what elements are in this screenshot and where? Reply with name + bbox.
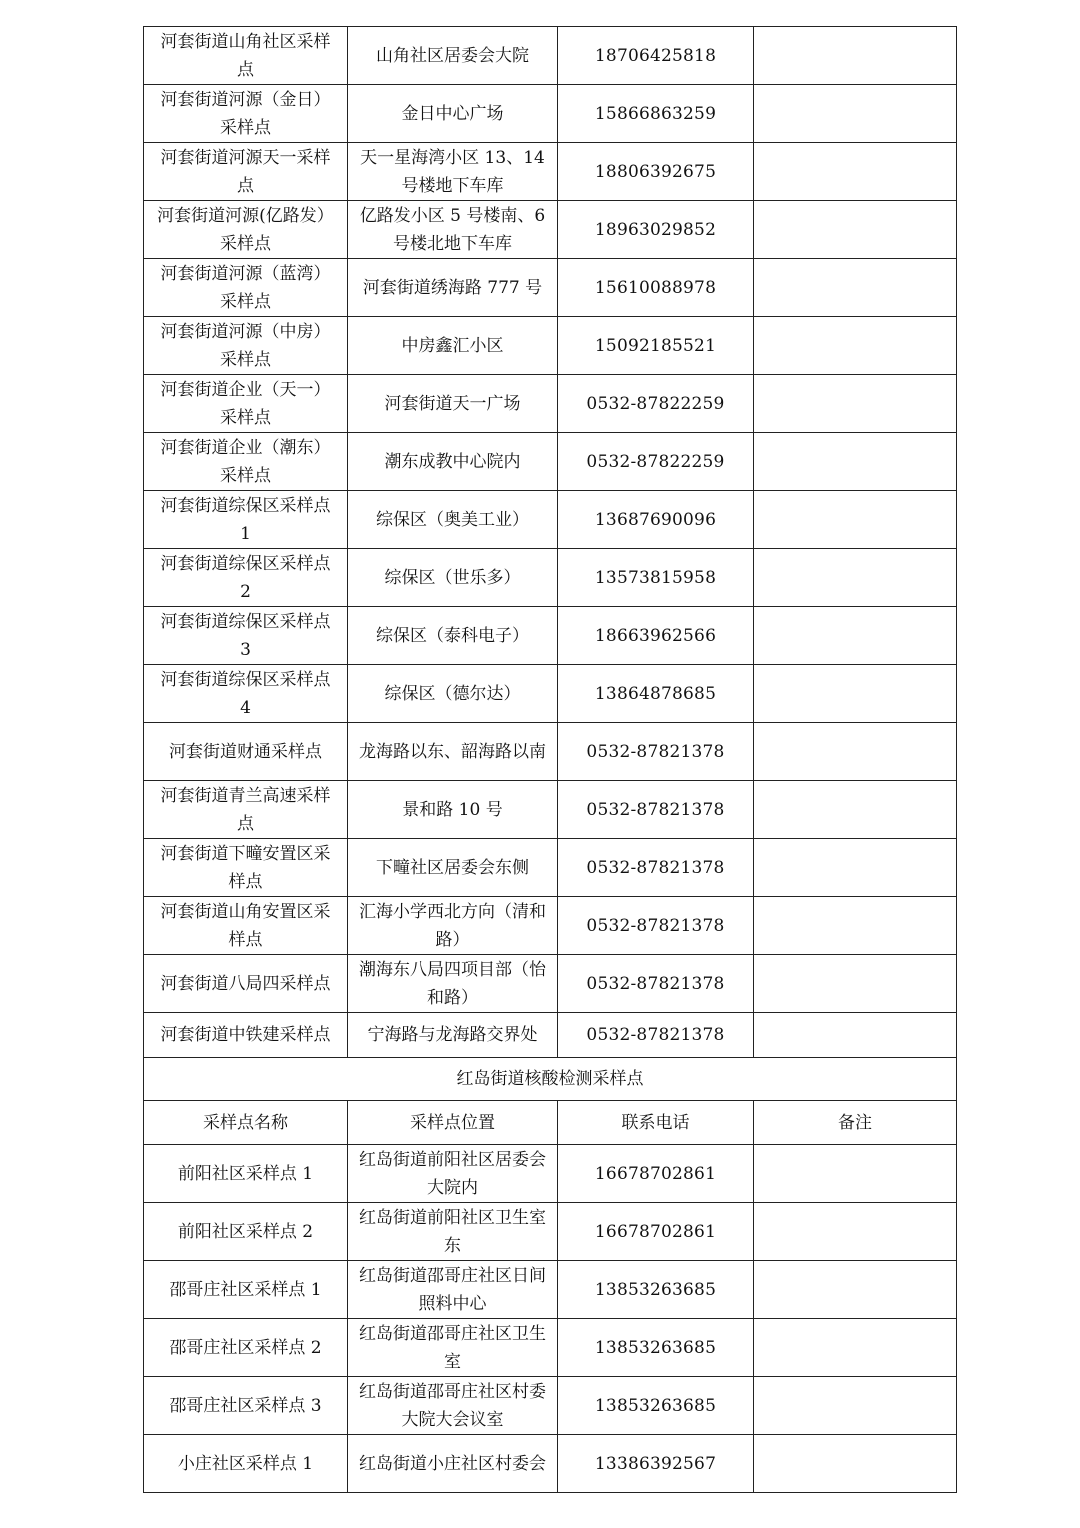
table-row — [144, 259, 957, 317]
site-name-cell: 小庄社区采样点 1 — [144, 1435, 348, 1493]
site-location-cell: 红岛街道邵哥庄社区日间照料中心 — [348, 1261, 558, 1319]
header-row — [144, 1101, 957, 1145]
table-row — [144, 839, 957, 897]
site-location-cell: 天一星海湾小区 13、14 号楼地下车库 — [348, 143, 558, 201]
table-row — [144, 1145, 957, 1203]
note-cell — [754, 549, 957, 607]
phone-cell: 15866863259 — [558, 85, 754, 143]
section-title-row — [144, 1058, 957, 1101]
site-name-cell: 邵哥庄社区采样点 2 — [144, 1319, 348, 1377]
table-row — [144, 491, 957, 549]
phone-cell: 13573815958 — [558, 549, 754, 607]
table-row — [144, 549, 957, 607]
site-name-cell: 河套街道青兰高速采样点 — [144, 781, 348, 839]
note-cell — [754, 1145, 957, 1203]
site-location-cell: 综保区（德尔达） — [348, 665, 558, 723]
phone-cell: 13853263685 — [558, 1261, 754, 1319]
note-cell — [754, 85, 957, 143]
site-name-cell: 河套街道山角社区采样点 — [144, 27, 348, 85]
phone-cell: 13386392567 — [558, 1435, 754, 1493]
site-name-cell: 河套街道综保区采样点 1 — [144, 491, 348, 549]
note-cell — [754, 1319, 957, 1377]
table-row — [144, 1319, 957, 1377]
note-cell — [754, 1203, 957, 1261]
phone-cell: 0532-87821378 — [558, 955, 754, 1013]
site-location-cell: 红岛街道邵哥庄社区村委大院大会议室 — [348, 1377, 558, 1435]
site-location-cell: 红岛街道前阳社区卫生室东 — [348, 1203, 558, 1261]
site-name-cell: 河套街道中铁建采样点 — [144, 1013, 348, 1058]
site-location-cell: 宁海路与龙海路交界处 — [348, 1013, 558, 1058]
note-cell — [754, 1377, 957, 1435]
site-name-cell: 河套街道河源天一采样点 — [144, 143, 348, 201]
site-location-cell: 亿路发小区 5 号楼南、6 号楼北地下车库 — [348, 201, 558, 259]
table-row — [144, 317, 957, 375]
phone-cell: 18706425818 — [558, 27, 754, 85]
site-location-cell: 龙海路以东、韶海路以南 — [348, 723, 558, 781]
section-title-body — [144, 1058, 957, 1145]
site-location-cell: 下疃社区居委会东侧 — [348, 839, 558, 897]
site-name-cell: 河套街道综保区采样点 2 — [144, 549, 348, 607]
phone-cell: 0532-87821378 — [558, 781, 754, 839]
header-name: 采样点名称 — [144, 1101, 348, 1145]
sampling-sites-table — [143, 26, 957, 1493]
site-location-cell: 综保区（奥美工业） — [348, 491, 558, 549]
phone-cell: 13853263685 — [558, 1377, 754, 1435]
phone-cell: 0532-87822259 — [558, 433, 754, 491]
site-name-cell: 河套街道财通采样点 — [144, 723, 348, 781]
site-name-cell: 邵哥庄社区采样点 1 — [144, 1261, 348, 1319]
table-row — [144, 201, 957, 259]
note-cell — [754, 1435, 957, 1493]
site-name-cell: 河套街道企业（潮东）采样点 — [144, 433, 348, 491]
note-cell — [754, 259, 957, 317]
note-cell — [754, 491, 957, 549]
note-cell — [754, 723, 957, 781]
site-name-cell: 河套街道河源（金日）采样点 — [144, 85, 348, 143]
table-row — [144, 433, 957, 491]
phone-cell: 18963029852 — [558, 201, 754, 259]
site-name-cell: 河套街道综保区采样点 4 — [144, 665, 348, 723]
site-name-cell: 前阳社区采样点 2 — [144, 1203, 348, 1261]
site-location-cell: 红岛街道前阳社区居委会大院内 — [348, 1145, 558, 1203]
table-row — [144, 665, 957, 723]
header-phone: 联系电话 — [558, 1101, 754, 1145]
site-name-cell: 河套街道河源（蓝湾）采样点 — [144, 259, 348, 317]
upper-table-body — [144, 27, 957, 1058]
site-location-cell: 红岛街道邵哥庄社区卫生室 — [348, 1319, 558, 1377]
site-location-cell: 潮海东八局四项目部（怡和路） — [348, 955, 558, 1013]
site-location-cell: 山角社区居委会大院 — [348, 27, 558, 85]
note-cell — [754, 1261, 957, 1319]
site-location-cell: 综保区（泰科电子） — [348, 607, 558, 665]
site-location-cell: 金日中心广场 — [348, 85, 558, 143]
table-row — [144, 143, 957, 201]
table-row — [144, 955, 957, 1013]
note-cell — [754, 781, 957, 839]
site-name-cell: 河套街道综保区采样点 3 — [144, 607, 348, 665]
site-location-cell: 红岛街道小庄社区村委会 — [348, 1435, 558, 1493]
note-cell — [754, 375, 957, 433]
site-location-cell: 河套街道绣海路 777 号 — [348, 259, 558, 317]
table-row — [144, 1435, 957, 1493]
note-cell — [754, 433, 957, 491]
phone-cell: 13687690096 — [558, 491, 754, 549]
phone-cell: 16678702861 — [558, 1145, 754, 1203]
section-title: 红岛街道核酸检测采样点 — [144, 1058, 957, 1101]
site-name-cell: 河套街道河源(亿路发）采样点 — [144, 201, 348, 259]
site-name-cell: 邵哥庄社区采样点 3 — [144, 1377, 348, 1435]
phone-cell: 0532-87821378 — [558, 1013, 754, 1058]
site-location-cell: 景和路 10 号 — [348, 781, 558, 839]
phone-cell: 15610088978 — [558, 259, 754, 317]
site-location-cell: 潮东成教中心院内 — [348, 433, 558, 491]
table-row — [144, 723, 957, 781]
site-name-cell: 河套街道河源（中房）采样点 — [144, 317, 348, 375]
table-row — [144, 1013, 957, 1058]
phone-cell: 15092185521 — [558, 317, 754, 375]
table-row — [144, 375, 957, 433]
note-cell — [754, 143, 957, 201]
header-location: 采样点位置 — [348, 1101, 558, 1145]
note-cell — [754, 1013, 957, 1058]
site-name-cell: 河套街道八局四采样点 — [144, 955, 348, 1013]
table-row — [144, 781, 957, 839]
note-cell — [754, 955, 957, 1013]
note-cell — [754, 201, 957, 259]
phone-cell: 0532-87822259 — [558, 375, 754, 433]
header-note: 备注 — [754, 1101, 957, 1145]
note-cell — [754, 839, 957, 897]
note-cell — [754, 607, 957, 665]
phone-cell: 0532-87821378 — [558, 839, 754, 897]
table-row — [144, 1203, 957, 1261]
phone-cell: 13864878685 — [558, 665, 754, 723]
table-row — [144, 85, 957, 143]
table-row — [144, 27, 957, 85]
site-location-cell: 汇海小学西北方向（清和路） — [348, 897, 558, 955]
table-row — [144, 897, 957, 955]
phone-cell: 13853263685 — [558, 1319, 754, 1377]
table-row — [144, 1261, 957, 1319]
note-cell — [754, 317, 957, 375]
site-location-cell: 中房鑫汇小区 — [348, 317, 558, 375]
table-row — [144, 607, 957, 665]
phone-cell: 16678702861 — [558, 1203, 754, 1261]
site-location-cell: 河套街道天一广场 — [348, 375, 558, 433]
note-cell — [754, 27, 957, 85]
phone-cell: 0532-87821378 — [558, 897, 754, 955]
site-name-cell: 河套街道下疃安置区采样点 — [144, 839, 348, 897]
phone-cell: 0532-87821378 — [558, 723, 754, 781]
lower-table-body — [144, 1145, 957, 1493]
table-row — [144, 1377, 957, 1435]
site-name-cell: 河套街道山角安置区采样点 — [144, 897, 348, 955]
site-location-cell: 综保区（世乐多） — [348, 549, 558, 607]
phone-cell: 18663962566 — [558, 607, 754, 665]
note-cell — [754, 897, 957, 955]
note-cell — [754, 665, 957, 723]
site-name-cell: 前阳社区采样点 1 — [144, 1145, 348, 1203]
phone-cell: 18806392675 — [558, 143, 754, 201]
site-name-cell: 河套街道企业（天一）采样点 — [144, 375, 348, 433]
